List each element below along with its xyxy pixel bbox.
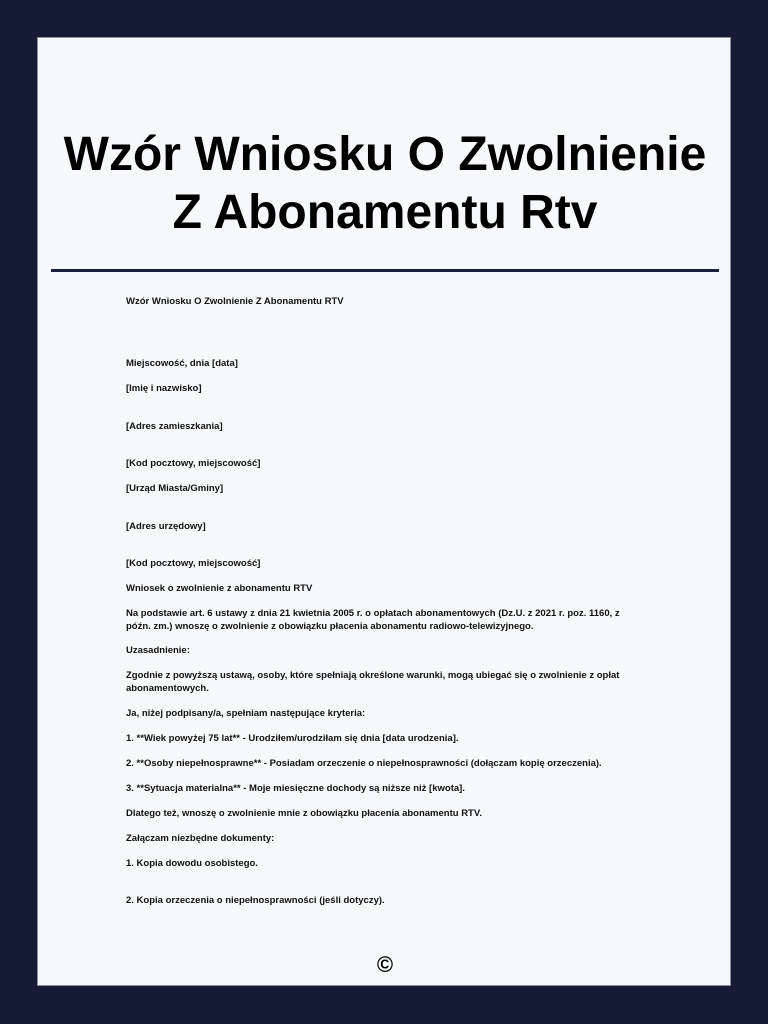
- page-title: [38, 126, 732, 242]
- criteria-item-2: 2. **Osoby niepełnosprawne** - Posiadam orzeczenie o niepełnosprawności (dołączam kopię orzeczenia).: [126, 758, 602, 769]
- page-title-line-2: Z Abonamentu Rtv: [172, 186, 598, 239]
- criteria-item-3: 3. **Sytuacja materialna** - Moje miesięczne dochody są niższe niż [kwota].: [126, 783, 465, 794]
- recipient-office: [Urząd Miasta/Gminy]: [126, 483, 224, 494]
- justification-label: Uzasadnienie:: [126, 645, 190, 656]
- attachment-item-2: 2. Kopia orzeczenia o niepełnosprawności (jeśli dotyczy).: [126, 895, 385, 906]
- document-page: [37, 37, 731, 986]
- page-title-line-1: Wzór Wniosku O Zwolnienie: [63, 128, 707, 181]
- recipient-postal-city: [Kod pocztowy, miejscowość]: [126, 558, 261, 569]
- criteria-intro: Ja, niżej podpisany/a, spełniam następujące kryteria:: [126, 708, 366, 719]
- sender-postal-city: [Kod pocztowy, miejscowość]: [126, 458, 261, 469]
- conclusion-paragraph: Dlatego też, wnoszę o zwolnienie mnie z obowiązku płacenia abonamentu RTV.: [126, 808, 482, 819]
- recipient-address: [Adres urzędowy]: [126, 521, 206, 532]
- copyright-icon: ©: [376, 952, 394, 977]
- intro-paragraph: Na podstawie art. 6 ustawy z dnia 21 kwietnia 2005 r. o opłatach abonamentowych (Dz.U. z 2021 r. poz. 1160, z późn. zm.) wnoszę o zwolnienie z obowiązku płacenia abonamentu radiowo-telewizyjnego.: [126, 608, 620, 632]
- title-divider: [51, 269, 719, 272]
- attachments-label: Załączam niezbędne dokumenty:: [126, 833, 275, 844]
- document-heading: Wzór Wniosku O Zwolnienie Z Abonamentu RTV: [126, 296, 344, 307]
- attachment-item-1: 1. Kopia dowodu osobistego.: [126, 858, 258, 869]
- sender-name: [Imię i nazwisko]: [126, 383, 202, 394]
- place-date: Miejscowość, dnia [data]: [126, 358, 238, 369]
- sender-address: [Adres zamieszkania]: [126, 421, 223, 432]
- justification-text: Zgodnie z powyższą ustawą, osoby, które spełniają określone warunki, mogą ubiegać się o zwolnienie z opłat abonamentowych.: [126, 670, 620, 694]
- document-subject: Wniosek o zwolnienie z abonamentu RTV: [126, 583, 313, 594]
- criteria-item-1: 1. **Wiek powyżej 75 lat** - Urodziłem/urodziłam się dnia [data urodzenia].: [126, 733, 459, 744]
